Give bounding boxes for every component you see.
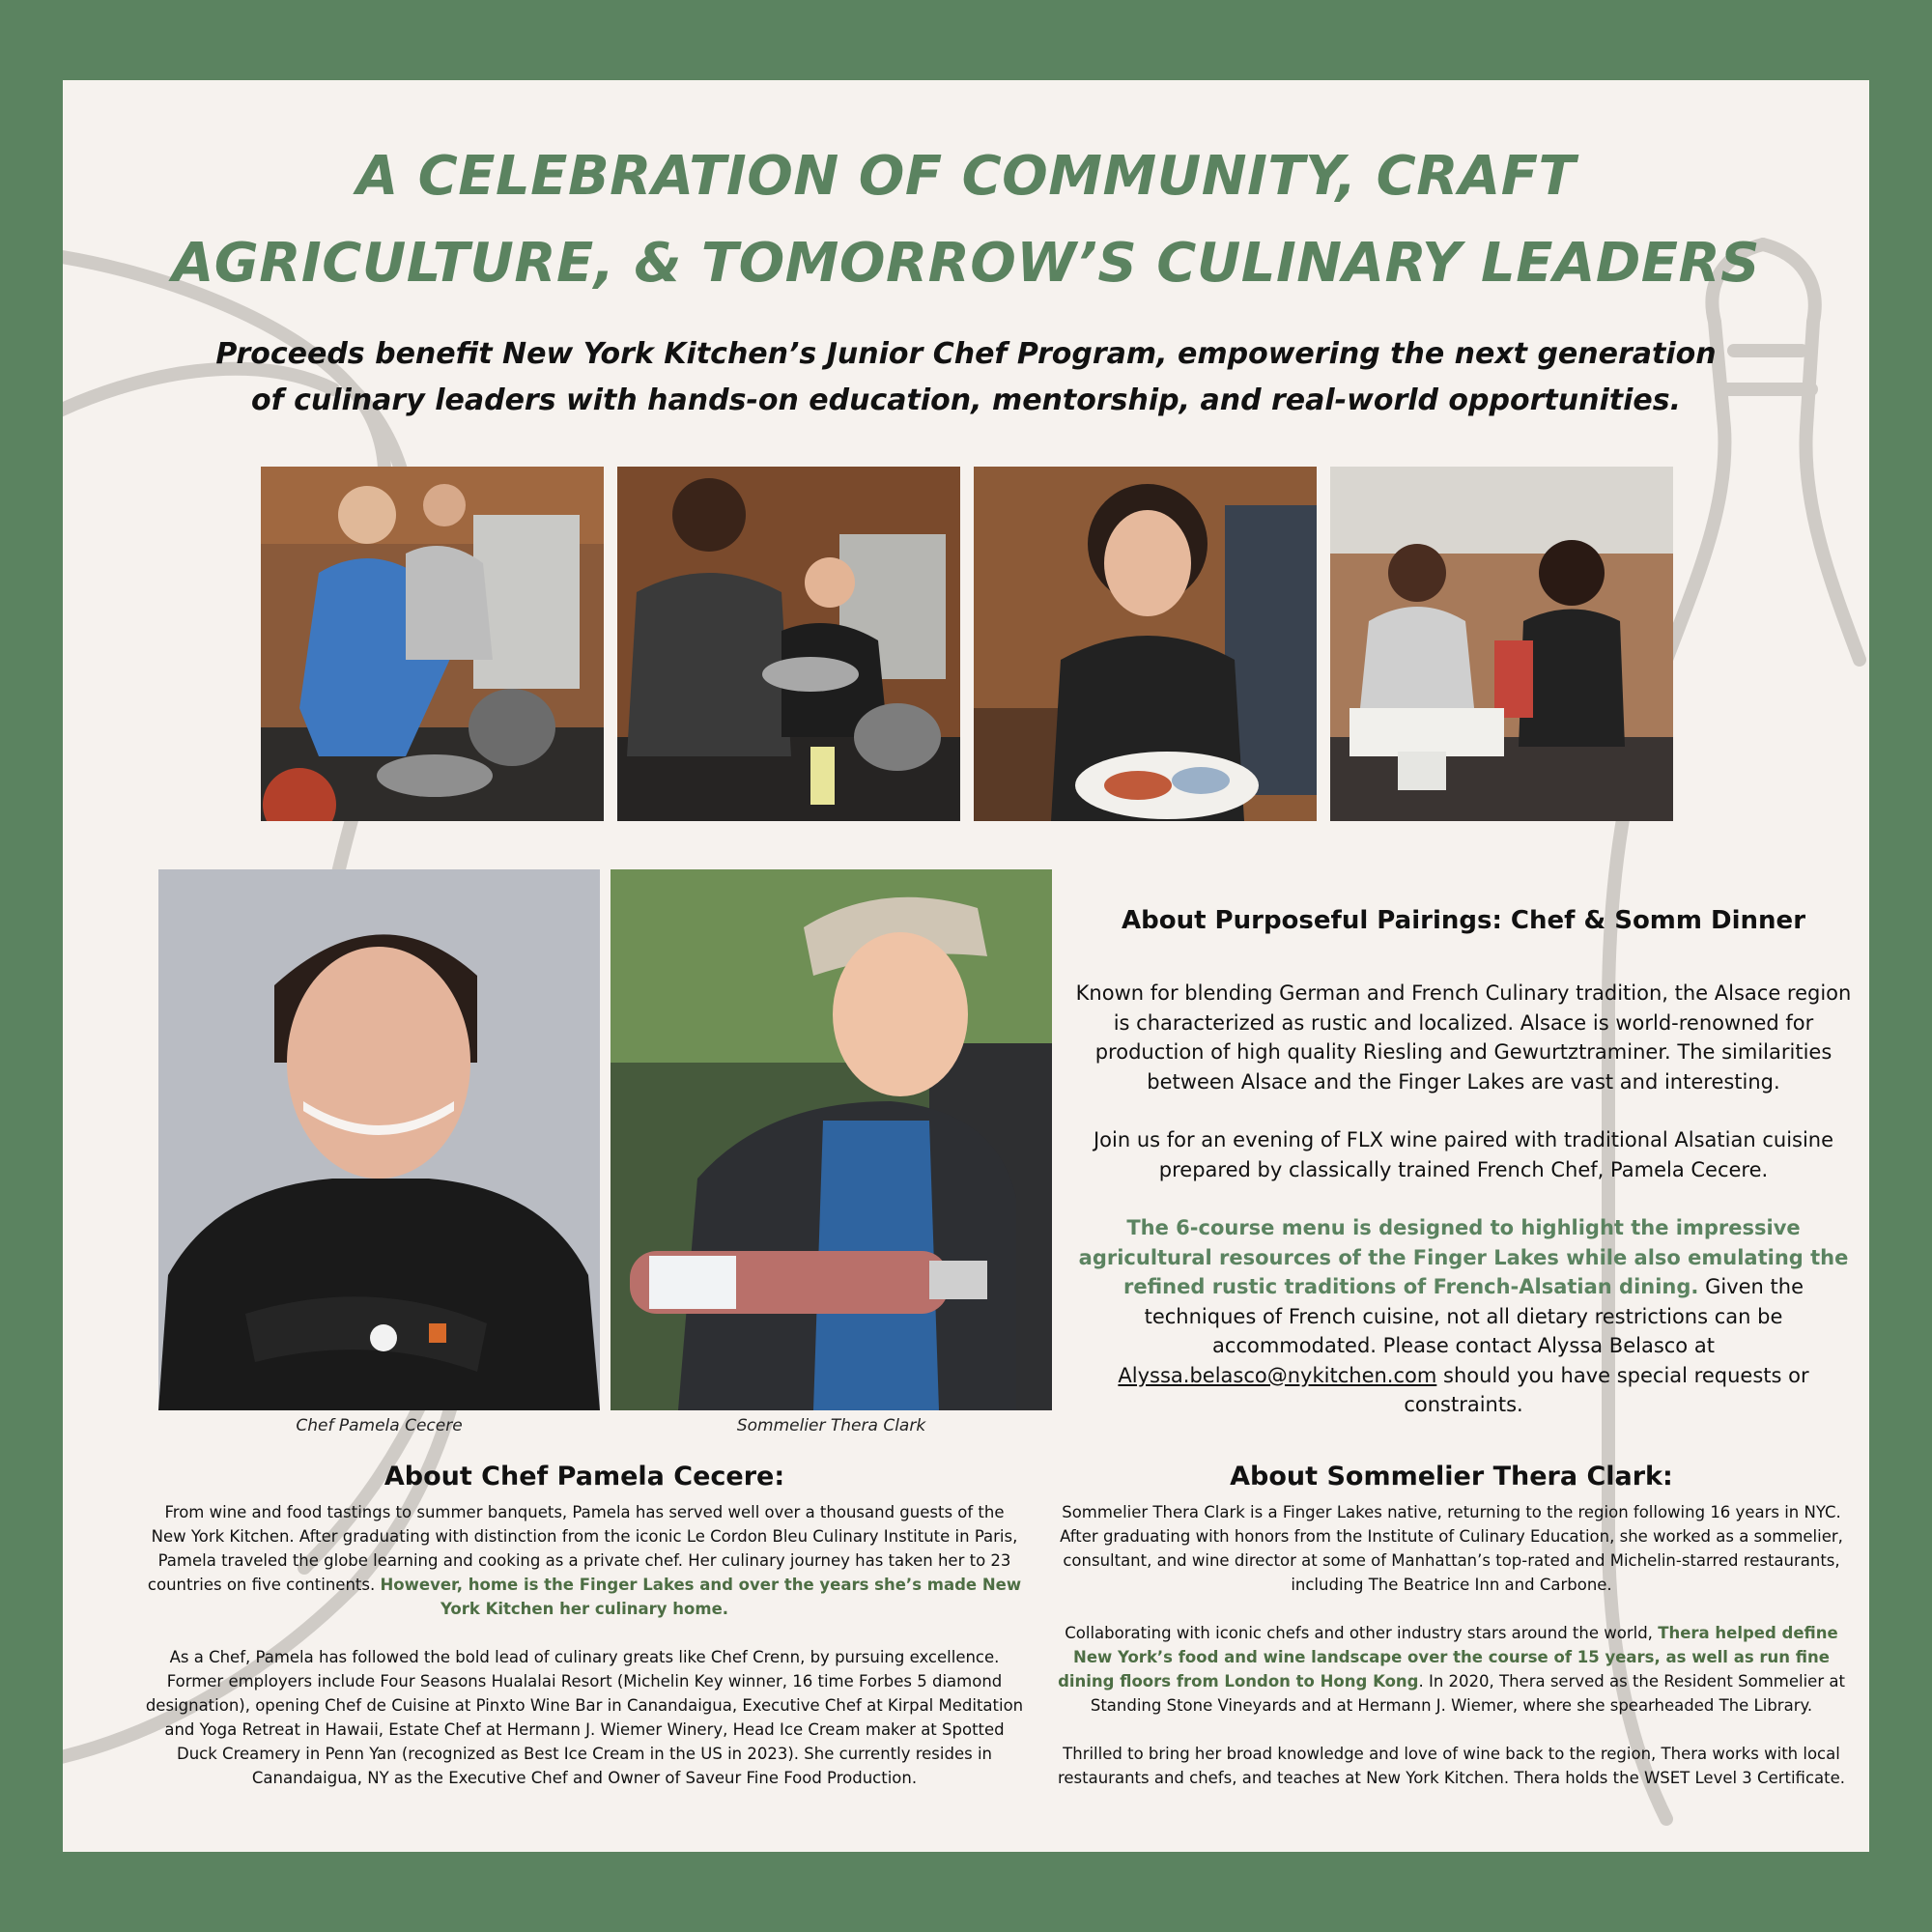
chef-bio-text-1: From wine and food tastings to summer banquets, Pamela has served well over a thousand guests of the New York Kitchen. After graduating with distinction from the iconic Le Cordon Bleu Culinary Institute in Paris, Pamela traveled the globe learning and cooking as a private chef. Her culinary journey has taken her to 23 countries on five continents. (147, 1503, 1018, 1594)
about-event-title: About Purposeful Pairings: Chef & Somm Dinner (1121, 906, 1806, 935)
headline (63, 133, 1869, 307)
junior-chef-photo-2 (617, 467, 960, 821)
flyer-panel (63, 80, 1869, 1852)
dietary-note-end: should you have special requests or constraints. (1404, 1363, 1809, 1416)
chef-bio-body (145, 1500, 1024, 1814)
chef-bio-paragraph-1 (145, 1500, 1024, 1621)
somm-bio-body (1043, 1500, 1860, 1814)
subheadline-line-1: Proceeds benefit New York Kitchen’s Junior Chef Program, empowering the next generation (215, 337, 1717, 371)
about-event-paragraph-1: Known for blending German and French Culinary tradition, the Alsace region is characterized as rustic and localized. Alsace is world-renowned for production of high quality Riesling and Gewurtztraminer. The similarities between Alsace and the Finger Lakes are vast and interesting. (1075, 981, 1852, 1094)
junior-chef-photo-1 (261, 467, 604, 821)
caption-sommelier-thera: Sommelier Thera Clark (736, 1416, 926, 1435)
dietary-note: Given the techniques of French cuisine, not all dietary restrictions can be accommodated. Please contact Alyssa Belasco at (1144, 1275, 1804, 1357)
somm-bio-text-2-end: . In 2020, Thera served as the Resident Sommelier at Standing Stone Vineyards and at Hermann J. Wiemer, where she spearheaded The Library. (1090, 1672, 1845, 1715)
about-event-paragraph-2: Join us for an evening of FLX wine paired with traditional Alsatian cuisine prepared by classically trained French Chef, Pamela Cecere. (1093, 1128, 1834, 1181)
menu-highlight: The 6-course menu is designed to highlight the impressive agricultural resources of the Finger Lakes while also emulating the refined rustic traditions of French-Alsatian dining. (1078, 1216, 1849, 1298)
junior-chef-photo-4 (1330, 467, 1673, 821)
subheadline-line-2: of culinary leaders with hands-on education, mentorship, and real-world opportunities. (251, 384, 1681, 417)
caption-chef-pamela: Chef Pamela Cecere (296, 1416, 463, 1435)
junior-chef-photo-3 (974, 467, 1317, 821)
chef-bio-paragraph-2: As a Chef, Pamela has followed the bold lead of culinary greats like Chef Crenn, by pursuing excellence. Former employers include Four Seasons Hualalai Resort (Michelin Key winner, 16 time Forbes 5 diamond designation), opening Chef de Cuisine at Pinxto Wine Bar in Canandaigua, Executive Chef at Kirpal Meditation and Yoga Retreat in Hawaii, Estate Chef at Hermann J. Wiemer Winery, Head Ice Cream maker at Spotted Duck Creamery in Penn Yan (recognized as Best Ice Cream in the US in 2023). She currently resides in Canandaigua, NY as the Executive Chef and Owner of Saveur Fine Food Production. (145, 1648, 1024, 1787)
about-event-paragraph-3 (1067, 1213, 1860, 1420)
sommelier-thera-portrait (611, 869, 1052, 1410)
somm-bio-highlight: Thera helped define New York’s food and wine landscape over the course of 15 years, as well as run fine dining floors from London to Hong Kong (1058, 1624, 1838, 1690)
somm-bio-text-2: Collaborating with iconic chefs and other industry stars around the world, (1065, 1624, 1659, 1642)
somm-bio-title: About Sommelier Thera Clark: (1230, 1462, 1673, 1492)
contact-email-link[interactable]: Alyssa.belasco@nykitchen.com (1118, 1363, 1437, 1387)
chef-bio-title: About Chef Pamela Cecere: (384, 1462, 785, 1492)
chef-bio-highlight: However, home is the Finger Lakes and over the years she’s made New York Kitchen her culinary home. (380, 1576, 1022, 1618)
somm-bio-paragraph-2 (1043, 1621, 1860, 1718)
subheadline (179, 331, 1753, 424)
about-event-body (1067, 979, 1860, 1449)
headline-line-2: AGRICULTURE, & TOMORROW’S CULINARY LEADERS (171, 232, 1761, 295)
chef-pamela-portrait (158, 869, 600, 1410)
headline-line-1: A CELEBRATION OF COMMUNITY, CRAFT (355, 145, 1577, 208)
somm-bio-paragraph-1: Sommelier Thera Clark is a Finger Lakes native, returning to the region following 16 years in NYC. After graduating with honors from the Institute of Culinary Education, she worked as a sommelier, consultant, and wine director at some of Manhattan’s top-rated and Michelin-starred restaurants, including The Beatrice Inn and Carbone. (1060, 1503, 1843, 1594)
somm-bio-paragraph-3: Thrilled to bring her broad knowledge and love of wine back to the region, Thera works with local restaurants and chefs, and teaches at New York Kitchen. Thera holds the WSET Level 3 Certificate. (1057, 1745, 1846, 1787)
